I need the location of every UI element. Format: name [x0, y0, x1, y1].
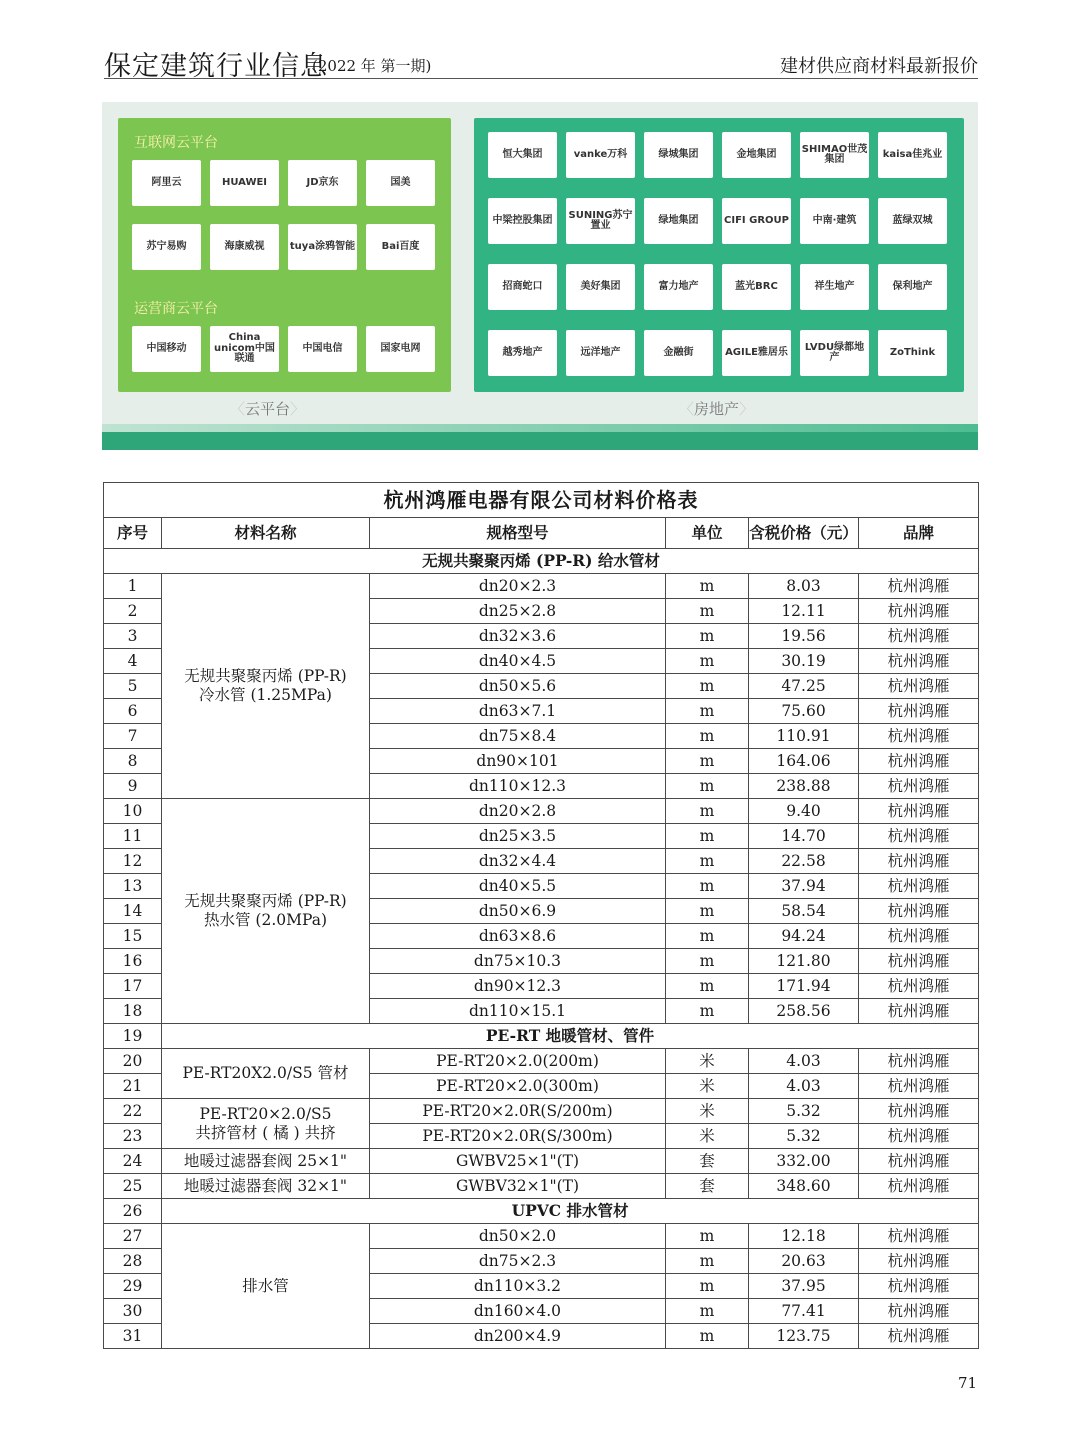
row-no: 23 [104, 1124, 162, 1149]
material-name: 无规共聚聚丙烯 (PP-R) 热水管 (2.0MPa) [162, 799, 370, 1024]
row-no: 30 [104, 1299, 162, 1324]
unit-cell: m [666, 599, 749, 624]
row-no: 26 [104, 1199, 162, 1224]
price-cell: 123.75 [749, 1324, 859, 1349]
row-no: 1 [104, 574, 162, 599]
row-no: 4 [104, 649, 162, 674]
price-cell: 4.03 [749, 1074, 859, 1099]
price-cell: 12.18 [749, 1224, 859, 1249]
price-cell: 258.56 [749, 999, 859, 1024]
table-row [104, 799, 979, 824]
row-no: 2 [104, 599, 162, 624]
section-title: 建材供应商材料最新报价 [780, 56, 978, 77]
logo-text: vanke万科 [573, 148, 628, 160]
estate-caption: 〈房地产〉 [679, 400, 755, 418]
logo-tile [878, 198, 947, 244]
row-no: 7 [104, 724, 162, 749]
spec-cell: dn75×8.4 [370, 724, 666, 749]
logo-tile [722, 264, 791, 310]
logo-tile [722, 132, 791, 178]
spec-cell: dn63×8.6 [370, 924, 666, 949]
logo-tile [800, 132, 869, 178]
unit-cell: m [666, 624, 749, 649]
row-no: 21 [104, 1074, 162, 1099]
brand-cell: 杭州鸿雁 [859, 599, 979, 624]
logo-text: 中南·建筑 [812, 214, 857, 226]
logo-text: 越秀地产 [502, 346, 543, 358]
spec-cell: dn90×101 [370, 749, 666, 774]
unit-cell: m [666, 1274, 749, 1299]
section-row [104, 549, 979, 574]
logo-text: 中国电信 [302, 342, 343, 354]
brand-cell: 杭州鸿雁 [859, 624, 979, 649]
brand-cell: 杭州鸿雁 [859, 1074, 979, 1099]
unit-cell: m [666, 649, 749, 674]
brand-cell: 杭州鸿雁 [859, 724, 979, 749]
price-cell: 110.91 [749, 724, 859, 749]
material-name: 无规共聚聚丙烯 (PP-R) 冷水管 (1.25MPa) [162, 574, 370, 799]
logo-tile [366, 160, 435, 206]
logo-tile [488, 132, 557, 178]
spec-cell: dn200×4.9 [370, 1324, 666, 1349]
unit-cell: m [666, 949, 749, 974]
unit-cell: m [666, 824, 749, 849]
spec-cell: dn40×5.5 [370, 874, 666, 899]
price-cell: 8.03 [749, 574, 859, 599]
logo-text: 国美 [390, 176, 411, 188]
real-estate-panel [474, 118, 964, 392]
row-no: 12 [104, 849, 162, 874]
brand-cell: 杭州鸿雁 [859, 1324, 979, 1349]
material-name: 排水管 [162, 1224, 370, 1349]
logo-text: 金地集团 [736, 148, 777, 160]
unit-cell: m [666, 774, 749, 799]
page-number: 71 [958, 1374, 978, 1392]
spec-cell: dn75×10.3 [370, 949, 666, 974]
logo-tile [644, 198, 713, 244]
price-cell: 238.88 [749, 774, 859, 799]
row-no: 8 [104, 749, 162, 774]
logo-tile [878, 330, 947, 376]
table-row [104, 1224, 979, 1249]
logo-tile [644, 264, 713, 310]
logo-tile [488, 264, 557, 310]
logo-text: HUAWEI [221, 176, 268, 188]
row-no: 13 [104, 874, 162, 899]
header-no: 序号 [104, 518, 162, 549]
row-no: 10 [104, 799, 162, 824]
logo-tile [566, 264, 635, 310]
brand-cell: 杭州鸿雁 [859, 574, 979, 599]
logo-text: 美好集团 [580, 280, 621, 292]
row-no: 22 [104, 1099, 162, 1124]
header-material: 材料名称 [162, 518, 370, 549]
price-cell: 12.11 [749, 599, 859, 624]
brand-cell: 杭州鸿雁 [859, 924, 979, 949]
logo-text: ZoThink [889, 346, 936, 358]
logo-text: 祥生地产 [814, 280, 855, 292]
price-cell: 121.80 [749, 949, 859, 974]
price-cell: 5.32 [749, 1124, 859, 1149]
brand-cell: 杭州鸿雁 [859, 874, 979, 899]
logo-tile [132, 326, 201, 372]
unit-cell: 米 [666, 1124, 749, 1149]
unit-cell: m [666, 874, 749, 899]
brand-cell: 杭州鸿雁 [859, 1299, 979, 1324]
spec-cell: dn90×12.3 [370, 974, 666, 999]
spec-cell: dn75×2.3 [370, 1249, 666, 1274]
logo-text: tuya涂鸦智能 [289, 240, 356, 252]
logo-tile [566, 330, 635, 376]
logo-tile [288, 160, 357, 206]
spec-cell: dn20×2.3 [370, 574, 666, 599]
price-cell: 77.41 [749, 1299, 859, 1324]
spec-cell: dn32×3.6 [370, 624, 666, 649]
price-cell: 37.94 [749, 874, 859, 899]
spec-cell: dn50×2.0 [370, 1224, 666, 1249]
row-no: 17 [104, 974, 162, 999]
brand-cell: 杭州鸿雁 [859, 674, 979, 699]
brand-cell: 杭州鸿雁 [859, 1099, 979, 1124]
row-no: 3 [104, 624, 162, 649]
table-row [104, 1099, 979, 1124]
section-title: 无规共聚聚丙烯 (PP-R) 给水管材 [104, 549, 979, 574]
price-cell: 14.70 [749, 824, 859, 849]
row-no: 19 [104, 1024, 162, 1049]
unit-cell: m [666, 924, 749, 949]
section-row [104, 1199, 979, 1224]
unit-cell: m [666, 1224, 749, 1249]
brand-cell: 杭州鸿雁 [859, 974, 979, 999]
unit-cell: m [666, 1249, 749, 1274]
row-no: 6 [104, 699, 162, 724]
price-cell: 22.58 [749, 849, 859, 874]
logo-tile [644, 330, 713, 376]
logo-text: Bai百度 [381, 240, 420, 252]
price-cell: 94.24 [749, 924, 859, 949]
logo-tile [488, 198, 557, 244]
logo-text: 绿地集团 [658, 214, 699, 226]
table-row: 24 地暖过滤器套阀 25×1" GWBV25×1"(T) 套 332.00 杭州鸿雁 [104, 1149, 979, 1174]
logo-tile [722, 330, 791, 376]
header-price: 含税价格（元） [749, 518, 859, 549]
logo-tile [566, 198, 635, 244]
page-header [104, 44, 978, 82]
logo-text: 国家电网 [380, 342, 421, 354]
row-no: 18 [104, 999, 162, 1024]
row-no: 14 [104, 899, 162, 924]
logo-text: 富力地产 [658, 280, 699, 292]
row-no: 27 [104, 1224, 162, 1249]
logo-tile [800, 264, 869, 310]
unit-cell: m [666, 749, 749, 774]
section-title: UPVC 排水管材 [162, 1199, 979, 1224]
logo-text: 恒大集团 [502, 148, 543, 160]
banner-gradient-strip [102, 424, 978, 432]
row-no: 28 [104, 1249, 162, 1274]
brand-cell: 杭州鸿雁 [859, 1049, 979, 1074]
price-cell: 5.32 [749, 1099, 859, 1124]
logo-tile [566, 132, 635, 178]
partner-banner [102, 102, 978, 450]
brand-cell: 杭州鸿雁 [859, 649, 979, 674]
logo-text: JD京东 [306, 176, 339, 188]
unit-cell: 米 [666, 1074, 749, 1099]
spec-cell: dn25×2.8 [370, 599, 666, 624]
logo-text: SHIMAO世茂集团 [801, 143, 868, 165]
price-cell: 20.63 [749, 1249, 859, 1274]
price-cell: 30.19 [749, 649, 859, 674]
cloud-caption: 〈云平台〉 [230, 400, 306, 418]
logo-text: 蓝光BRC [735, 280, 778, 292]
brand-cell: 杭州鸿雁 [859, 1224, 979, 1249]
brand-cell: 杭州鸿雁 [859, 999, 979, 1024]
logo-tile [210, 326, 279, 372]
logo-text: 中国移动 [146, 342, 187, 354]
row-no: 29 [104, 1274, 162, 1299]
logo-text: 蓝绿双城 [892, 214, 933, 226]
unit-cell: 米 [666, 1099, 749, 1124]
price-cell: 9.40 [749, 799, 859, 824]
spec-cell: dn50×6.9 [370, 899, 666, 924]
brand-cell: 杭州鸿雁 [859, 849, 979, 874]
row-no: 11 [104, 824, 162, 849]
price-cell: 4.03 [749, 1049, 859, 1074]
table-row: 25 地暖过滤器套阀 32×1" GWBV32×1"(T) 套 348.60 杭州鸿雁 [104, 1174, 979, 1199]
brand-cell: 杭州鸿雁 [859, 749, 979, 774]
table-title: 杭州鸿雁电器有限公司材料价格表 [104, 483, 979, 518]
unit-cell: m [666, 999, 749, 1024]
unit-cell: m [666, 1324, 749, 1349]
logo-tile [288, 224, 357, 270]
spec-cell: PE-RT20×2.0(300m) [370, 1074, 666, 1099]
logo-tile [878, 132, 947, 178]
spec-cell: dn110×15.1 [370, 999, 666, 1024]
publication-title: 保定建筑行业信息 [104, 51, 328, 82]
spec-cell: dn32×4.4 [370, 849, 666, 874]
header-spec: 规格型号 [370, 518, 666, 549]
logo-text: 中梁控股集团 [492, 214, 553, 226]
logo-text: China unicom中国联通 [214, 332, 275, 365]
row-no: 31 [104, 1324, 162, 1349]
price-cell: 37.95 [749, 1274, 859, 1299]
brand-cell: 杭州鸿雁 [859, 824, 979, 849]
logo-tile [800, 330, 869, 376]
logo-text: AGILE雅居乐 [725, 346, 788, 358]
logo-tile [722, 198, 791, 244]
logo-text: 金融街 [663, 346, 694, 358]
price-table [103, 482, 979, 1349]
logo-tile [210, 160, 279, 206]
unit-cell: 米 [666, 1049, 749, 1074]
section-row [104, 1024, 979, 1049]
unit-cell: m [666, 674, 749, 699]
logo-tile [288, 326, 357, 372]
unit-cell: m [666, 724, 749, 749]
spec-cell: PE-RT20×2.0R(S/300m) [370, 1124, 666, 1149]
header-brand: 品牌 [859, 518, 979, 549]
logo-tile [366, 224, 435, 270]
spec-cell: dn20×2.8 [370, 799, 666, 824]
logo-text: 远洋地产 [580, 346, 621, 358]
price-cell: 164.06 [749, 749, 859, 774]
logo-tile [366, 326, 435, 372]
unit-cell: m [666, 899, 749, 924]
row-no: 20 [104, 1049, 162, 1074]
logo-text: 海康威视 [224, 240, 265, 252]
spec-cell: PE-RT20×2.0(200m) [370, 1049, 666, 1074]
row-no: 9 [104, 774, 162, 799]
brand-cell: 杭州鸿雁 [859, 899, 979, 924]
brand-cell: 杭州鸿雁 [859, 1124, 979, 1149]
logo-text: 招商蛇口 [502, 280, 543, 292]
spec-cell: dn160×4.0 [370, 1299, 666, 1324]
spec-cell: dn110×3.2 [370, 1274, 666, 1299]
header-unit: 单位 [666, 518, 749, 549]
logo-text: kaisa佳兆业 [882, 148, 943, 160]
brand-cell: 杭州鸿雁 [859, 774, 979, 799]
spec-cell: dn40×4.5 [370, 649, 666, 674]
issue-label: (2022 年 第一期) [312, 57, 432, 75]
table-header-row [104, 518, 979, 549]
cloud-section-label: 互联网云平台 [134, 135, 218, 151]
brand-cell: 杭州鸿雁 [859, 949, 979, 974]
unit-cell: m [666, 699, 749, 724]
logo-tile [210, 224, 279, 270]
table-row [104, 574, 979, 599]
brand-cell: 杭州鸿雁 [859, 799, 979, 824]
row-no: 5 [104, 674, 162, 699]
logo-tile [800, 198, 869, 244]
material-name: PE-RT20×2.0/S5 共挤管材 ( 橘 ) 共挤 [162, 1099, 370, 1149]
logo-text: 保利地产 [892, 280, 933, 292]
unit-cell: m [666, 974, 749, 999]
logo-text: SUNING苏宁置业 [568, 209, 633, 231]
price-cell: 171.94 [749, 974, 859, 999]
row-no: 16 [104, 949, 162, 974]
price-cell: 75.60 [749, 699, 859, 724]
logo-text: 苏宁易购 [146, 240, 187, 252]
logo-text: 阿里云 [151, 176, 182, 188]
logo-tile [132, 224, 201, 270]
unit-cell: m [666, 799, 749, 824]
banner-green-band [102, 432, 978, 450]
brand-cell: 杭州鸿雁 [859, 1274, 979, 1299]
unit-cell: m [666, 574, 749, 599]
price-cell: 47.25 [749, 674, 859, 699]
logo-tile [488, 330, 557, 376]
unit-cell: m [666, 849, 749, 874]
logo-text: 绿城集团 [658, 148, 699, 160]
logo-tile [644, 132, 713, 178]
cloud-platform-panel [118, 118, 451, 392]
spec-cell: dn25×3.5 [370, 824, 666, 849]
section-title: PE-RT 地暖管材、管件 [162, 1024, 979, 1049]
logo-tile [878, 264, 947, 310]
table-row [104, 1049, 979, 1074]
price-cell: 19.56 [749, 624, 859, 649]
operator-section-label: 运营商云平台 [134, 301, 218, 317]
logo-text: LVDU绿都地产 [804, 341, 865, 363]
brand-cell: 杭州鸿雁 [859, 1249, 979, 1274]
logo-text: CIFI GROUP [724, 214, 789, 226]
spec-cell: dn110×12.3 [370, 774, 666, 799]
logo-tile [132, 160, 201, 206]
unit-cell: m [666, 1299, 749, 1324]
brand-cell: 杭州鸿雁 [859, 699, 979, 724]
material-name: PE-RT20X2.0/S5 管材 [162, 1049, 370, 1099]
spec-cell: PE-RT20×2.0R(S/200m) [370, 1099, 666, 1124]
spec-cell: dn63×7.1 [370, 699, 666, 724]
row-no: 15 [104, 924, 162, 949]
spec-cell: dn50×5.6 [370, 674, 666, 699]
price-cell: 58.54 [749, 899, 859, 924]
